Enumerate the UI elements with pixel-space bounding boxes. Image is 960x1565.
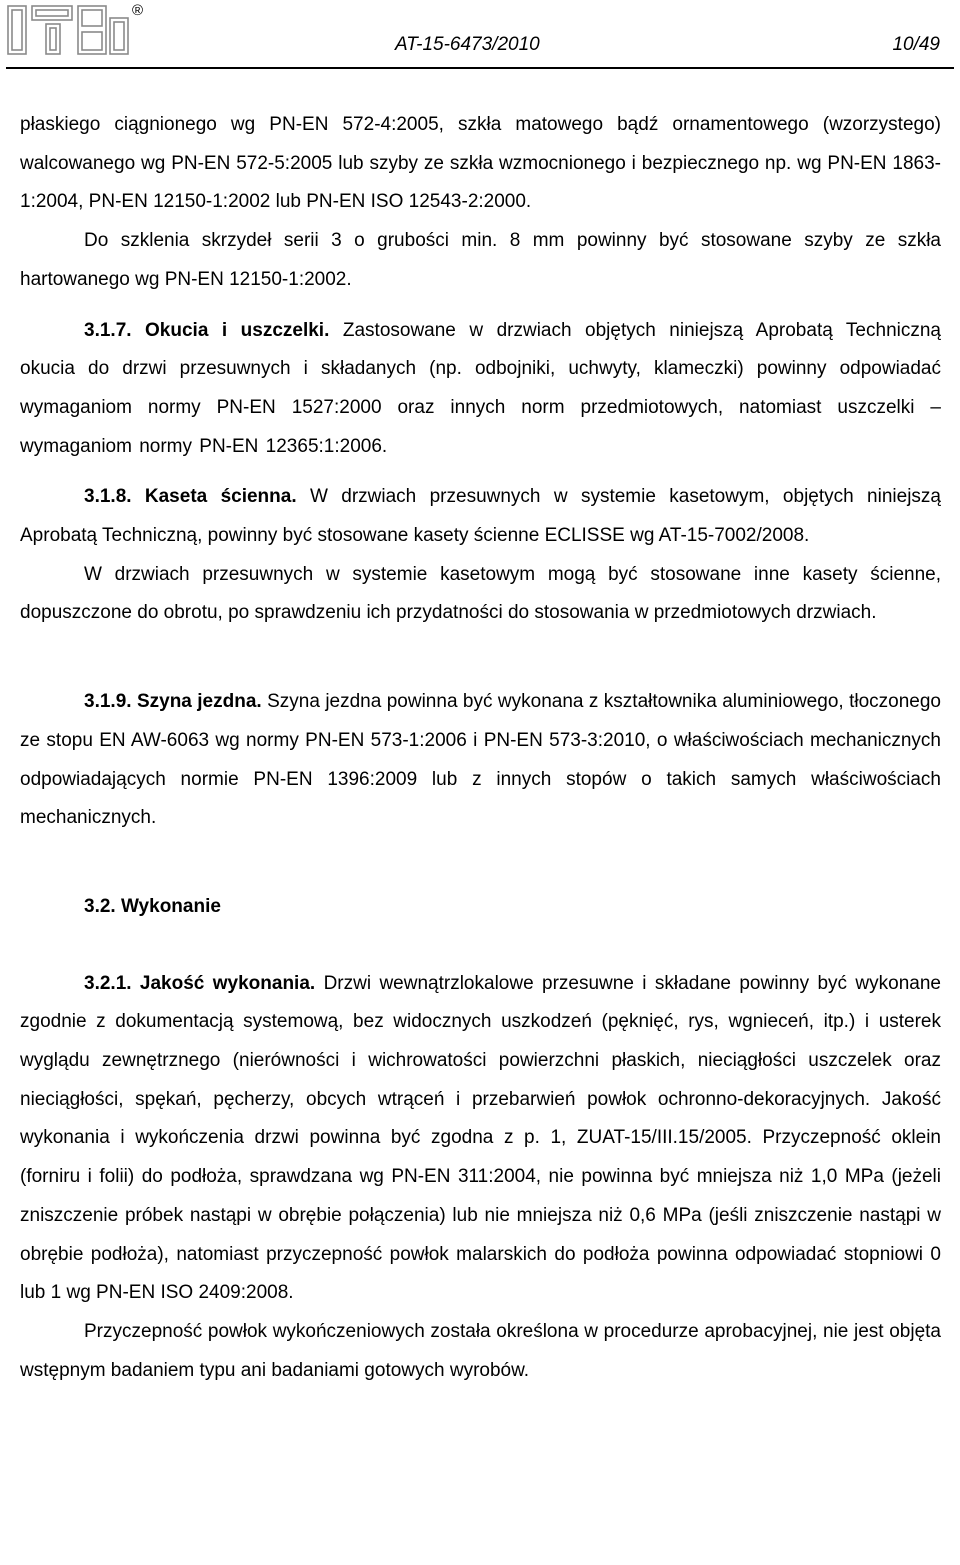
section-3-1-9 xyxy=(20,683,941,838)
section-3-1-8-text: W drzwiach przesuwnych w systemie kasetowym, objętych niniejszą Aprobatą Techniczną, powinny być stosowane kasety ścienne ECLISSE wg AT-15-7002/2008. xyxy=(20,486,941,547)
section-3-1-7 xyxy=(20,312,941,467)
section-3-1-9-heading: 3.1.9. Szyna jezdna. xyxy=(84,691,262,713)
section-3-2-1 xyxy=(20,965,941,1313)
registered-mark: ® xyxy=(132,2,144,19)
paragraph-glass-types: płaskiego ciągnionego wg PN-EN 572-4:2005, szkła matowego bądź ornamentowego (wzorzystego) walcowanego wg PN-EN 572-5:2005 lub szyby ze szkła wzmocnionego i bezpiecznego np. wg PN-EN 1863-1:2004, PN-EN 12150-1:2002 lub PN-EN ISO 12543-2:2000. xyxy=(20,114,941,213)
section-3-1-8-heading: 3.1.8. Kaseta ścienna. xyxy=(84,486,297,508)
paragraph-other-cassettes: W drzwiach przesuwnych w systemie kasetowym mogą być stosowane inne kasety ścienne, dopuszczone do obrotu, po sprawdzeniu ich przydatności do stosowania w przedmiotowych drzwiach. xyxy=(20,563,941,624)
header-divider xyxy=(6,67,954,69)
paragraph-adhesion-note: Przyczepność powłok wykończeniowych została określona w procedurze aprobacyjnej, nie jest objęta wstępnym badaniem typu ani badaniami gotowych wyrobów. xyxy=(20,1320,941,1381)
document-body xyxy=(20,106,941,1390)
page-number: 10/49 xyxy=(892,34,940,55)
paragraph-glazing-series3: Do szklenia skrzydeł serii 3 o grubości min. 8 mm powinny być stosowane szyby ze szkła hartowanego wg PN-EN 12150-1:2002. xyxy=(20,230,941,290)
section-3-2-1-heading: 3.2.1. Jakość wykonania. xyxy=(84,972,316,994)
section-3-2-1-text: Drzwi wewnątrzlokalowe przesuwne i składane powinny być wykonane zgodnie z dokumentacją systemową, bez widocznych uszkodzeń (pęknięć, rys, wgnieceń, itp.) i usterek wyglądu zewnętrznego (nierówności i wichrowatości powierzchni płaskich, nieciągłości uszczelek oraz nieciągłości, spękań, pęcherzy, obcych wtrąceń i przebarwień powłok ochronno-dekoracyjnych. Jakość wykonania i wykończenia drzwi powinna być zgodna z p. 1, ZUAT-15/III.15/2005. Przyczepność oklein (forniru i folii) do podłoża, sprawdzana wg PN-EN 311:2004, nie powinna być mniejsza niż 1,0 MPa (jeżeli zniszczenie próbek nastąpi w obrębie połączenia) lub nie mniejsza niż 0,6 MPa (jeśli zniszczenie nastąpi w obrębie podłoża), natomiast przyczepność powłok malarskich do podłoża powinna odpowiadać stopniowi 0 lub 1 wg PN-EN ISO 2409:2008. xyxy=(20,972,941,1304)
section-3-2-heading: 3.2. Wykonanie xyxy=(84,895,221,917)
section-3-1-9-text: Szyna jezdna powinna być wykonana z kształtownika aluminiowego, tłoczonego ze stopu EN AW-6063 wg normy PN-EN 573-1:2006 i PN-EN 573-3:2010, o właściwościach mechanicznych odpowiadających normie PN-EN 1396:2009 lub z innych stopów o takich samych właściwościach mechanicznych. xyxy=(20,691,941,829)
document-id: AT-15-6473/2010 xyxy=(395,34,540,55)
section-3-1-8 xyxy=(20,478,941,555)
itb-logo xyxy=(6,4,146,58)
section-3-1-7-text: Zastosowane w drzwiach objętych niniejszą Aprobatą Techniczną okucia do drzwi przesuwnych i składanych (np. odbojniki, uchwyty, klameczki) powinny odpowiadać wymaganiom normy PN-EN 1527:2000 oraz innych norm przedmiotowych, natomiast uszczelki – wymaganiom normy PN-EN 12365:1:2006. xyxy=(20,319,941,457)
section-3-1-7-heading: 3.1.7. Okucia i uszczelki. xyxy=(84,319,330,341)
